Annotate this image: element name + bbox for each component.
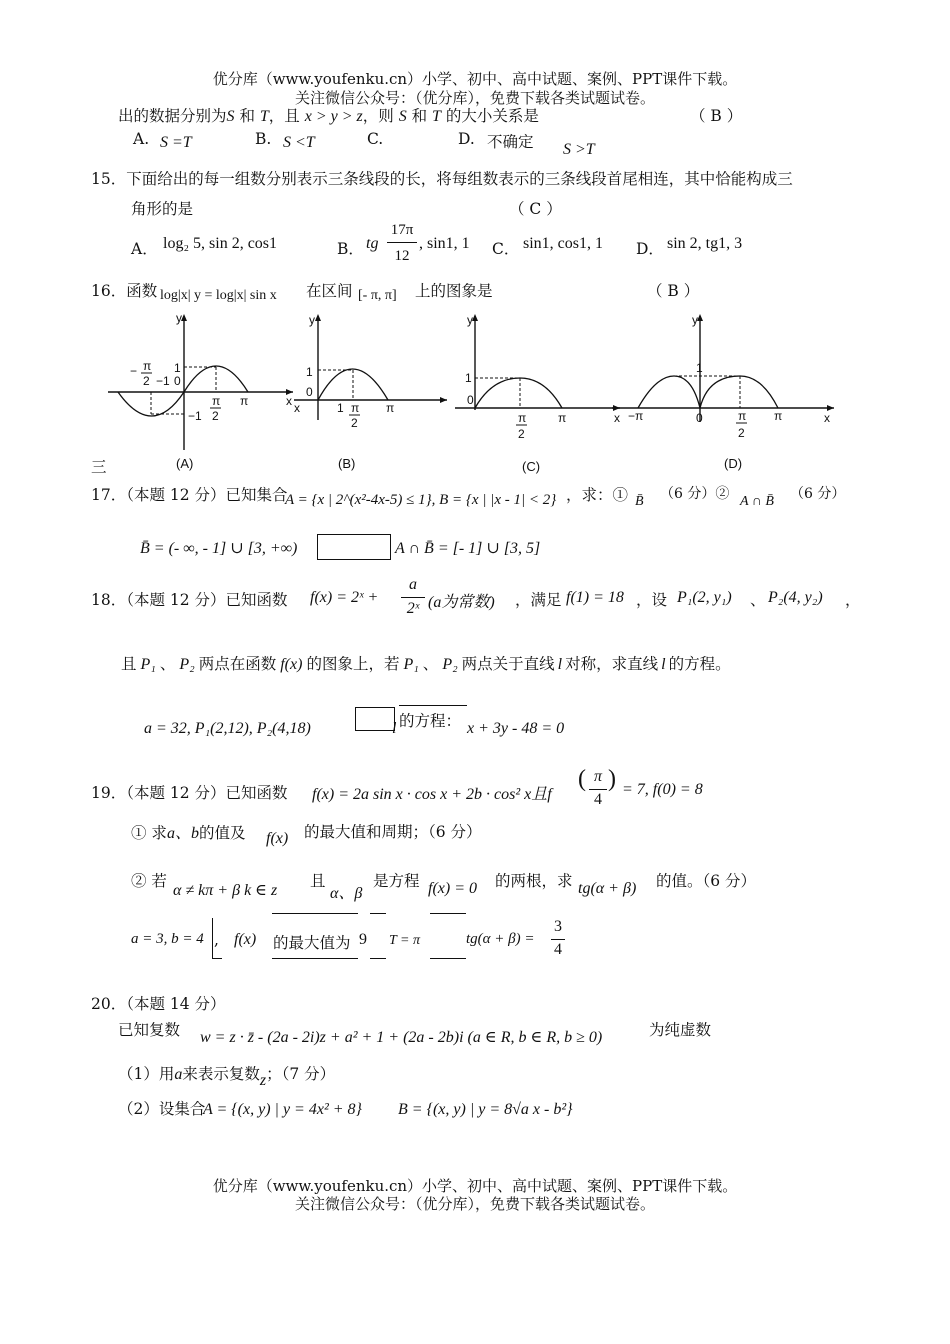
svg-text:π: π: [386, 401, 395, 415]
q15-option-d: sin 2, tg1, 3: [667, 235, 743, 252]
q15-option-b-label: B．: [337, 240, 364, 258]
q17-ask-1: B̄: [635, 494, 644, 509]
q18-constant-note: (a为常数): [428, 594, 495, 611]
q17-blank-box: [317, 534, 391, 560]
q18-answer-equation: x + 3y - 48 = 0: [467, 720, 565, 737]
q15-option-b-rest: , sin1, 1: [419, 235, 470, 252]
svg-text:0: 0: [696, 411, 703, 425]
q19-answer-max-value: 9: [359, 931, 367, 948]
q19-answer-comma: ,: [214, 931, 219, 949]
q16-label-c: (C): [522, 459, 541, 474]
q16-label-b: (B): [338, 456, 356, 471]
q17-answer-2: A ∩ B̄ = [- 1] ∪ [3, 5]: [395, 540, 541, 557]
q19-answer-numerator: 3: [554, 918, 562, 935]
q15-stem-1: 15．下面给出的每一组数分别表示三条线段的长，将每组数表示的三条线段首尾相连，其中恰能构成三: [91, 170, 793, 188]
svg-text:−: −: [130, 364, 138, 378]
q19-answer-underline-2: [370, 958, 386, 959]
q19-answer-overline-3: [430, 913, 466, 914]
q20-title: 20．（本题 14 分）: [91, 995, 226, 1013]
svg-text:−1: −1: [188, 409, 202, 423]
svg-text:π: π: [351, 401, 360, 415]
q18-point-2: P₂(4, y₂): [768, 589, 823, 606]
svg-text:2: 2: [518, 427, 525, 441]
svg-text:π: π: [143, 359, 152, 373]
q15-option-b-fraction-bar: [387, 242, 417, 243]
header-line-2: 关注微信公众号：（优分库），免费下载各类试题试卷。: [294, 89, 655, 107]
svg-text:2: 2: [738, 426, 745, 440]
q20-set-b: B = {(x, y) | y = 8√a x - b²}: [398, 1101, 573, 1118]
svg-text:1: 1: [465, 371, 472, 385]
q15-option-b-numerator: 17π: [390, 222, 414, 238]
q19-part-2-is-root: 是方程: [373, 872, 420, 890]
q18-answer-overline: [399, 705, 467, 706]
q16-function: log|x| y = log|x| sin x: [160, 288, 277, 303]
q19-answer-max-label: 的最大值为: [273, 934, 351, 952]
svg-text:1: 1: [696, 361, 703, 375]
q14-option-b: S <T: [283, 134, 315, 151]
q19-fraction-bar: [589, 789, 607, 790]
q14-option-a-label: A.: [133, 130, 150, 148]
q20-pure-imaginary: 为纯虚数: [649, 1021, 712, 1039]
svg-text:y: y: [692, 313, 698, 327]
q17-score-2: （6 分）: [790, 486, 846, 502]
svg-text:1: 1: [306, 365, 313, 379]
q19-part-1-tail: 的最大值和周期；（6 分）: [304, 823, 482, 841]
q19-part-2-tg: tg(α + β): [578, 880, 637, 897]
q18-fraction-numerator: a: [409, 576, 417, 593]
q14-option-d-label: D.: [458, 130, 475, 148]
q17-answer-1: B̄ = (- ∞, - 1] ∪ [3, +∞): [140, 540, 298, 557]
svg-text:π: π: [738, 409, 747, 423]
q16-number: 16．函数: [91, 282, 158, 300]
q14-option-c: S >T: [563, 141, 595, 158]
footer-line-1: 优分库（www.youfenku.cn）小学、初中、高中试题、案例、PPT课件下载。: [212, 1177, 738, 1195]
q19-part-2-find: 的两根，求: [495, 872, 573, 890]
q20-known: 已知复数: [118, 1021, 181, 1039]
q18-stem: 18．（本题 12 分）已知函数: [91, 591, 288, 609]
q19-answer-overline-2: [370, 913, 386, 914]
q17-stem: 17．（本题 12 分）已知集合: [91, 486, 288, 504]
q16-graph-d: [612, 310, 842, 445]
q18-set: ，设: [636, 591, 668, 609]
q19-function: f(x) = 2a sin x · cos x + 2b · cos² x且f: [312, 786, 552, 803]
q19-part-2-equation: f(x) = 0: [428, 880, 477, 897]
q16-graph-a: [108, 310, 298, 460]
svg-text:x: x: [614, 411, 620, 425]
q14-option-b-label: B.: [255, 130, 272, 148]
q18-fraction-denominator: 2ˣ: [406, 600, 420, 617]
q16-graph-c: [455, 310, 625, 450]
q19-part-2-tail: 的值。（6 分）: [656, 872, 757, 890]
q18-answer: a = 32, P₁(2,12), P₂(4,18): [144, 720, 311, 737]
q17-sets: A = {x | 2^(x²-4x-5) ≤ 1}, B = {x | |x - 1| < 2}: [285, 492, 557, 508]
q14-answer: （ B ）: [690, 107, 743, 125]
q19-part-2-and: 且: [310, 872, 326, 890]
svg-text:1: 1: [174, 361, 181, 375]
q18-point-1: P₁(2, y₁): [677, 589, 732, 606]
q19-answer-fx: f(x): [234, 931, 257, 948]
svg-text:2: 2: [143, 374, 150, 388]
q20-complex-expression: w = z · z̄ - (2a - 2i)z + a² + 1 + (2a - 2b)i (a ∈ R, b ∈ R, b ≥ 0): [200, 1029, 603, 1046]
q19-left-paren: (: [578, 766, 586, 792]
q19-part-1: ① 求a、b的值及: [131, 824, 246, 842]
svg-text:−π: −π: [628, 409, 644, 423]
q18-answer-mid: 的方程：: [399, 712, 462, 730]
svg-text:1: 1: [337, 401, 344, 415]
q15-stem-2: 角形的是: [131, 200, 194, 218]
q19-condition: = 7, f(0) = 8: [622, 781, 703, 798]
q20-part-1: （1）用a来表示复数z；（7 分）: [118, 1065, 336, 1089]
q14-option-d: 不确定: [487, 133, 534, 151]
q19-answer-ab: a = 3, b = 4: [131, 931, 204, 947]
q19-right-paren: ): [608, 766, 616, 792]
svg-text:y: y: [176, 311, 182, 325]
q17-ask-2: A ∩ B̄: [740, 494, 774, 509]
q15-option-c: sin1, cos1, 1: [523, 235, 603, 252]
q15-option-a-label: A．: [131, 240, 158, 258]
q18-condition-eq: f(1) = 18: [566, 589, 624, 606]
q19-answer-bracket-foot: [212, 958, 222, 959]
q19-answer-overline: [272, 913, 358, 914]
q16-graph-b: [282, 310, 452, 440]
q20-set-a: A = {(x, y) | y = 4x² + 8}: [203, 1101, 362, 1118]
q19-answer-bracket: [212, 918, 213, 958]
q18-comma: ，: [845, 591, 861, 609]
q19-answer-underline: [272, 958, 358, 959]
q18-condition: ，满足: [515, 591, 562, 609]
q15-option-a: log₂ 5, sin 2, cos1: [163, 235, 278, 252]
q16-label-d: (D): [724, 456, 743, 471]
q16-label-a: (A): [176, 456, 194, 471]
q16-answer: （ B ）: [647, 282, 700, 300]
footer-line-2: 关注微信公众号：（优分库），免费下载各类试题试卷。: [294, 1195, 655, 1213]
q19-part-1-fx: f(x): [266, 830, 289, 847]
q19-answer-denominator: 4: [554, 941, 562, 958]
svg-text:y: y: [467, 313, 473, 327]
q19-answer-period: T = π: [389, 933, 420, 948]
q16-interval: [- π, π]: [358, 288, 397, 303]
q19-fraction-numerator: π: [593, 768, 602, 785]
svg-text:2: 2: [212, 409, 219, 423]
q14-continuation: 出的数据分别为S 和 T，且 x > y > z，则 S 和 T 的大小关系是: [118, 107, 539, 125]
q19-part-2-start: ② 若: [131, 872, 167, 890]
header-line-1: 优分库（www.youfenku.cn）小学、初中、高中试题、案例、PPT课件下载。: [212, 70, 738, 88]
svg-text:π: π: [518, 411, 527, 425]
svg-text:π: π: [212, 394, 221, 408]
svg-text:0: 0: [174, 374, 181, 388]
svg-text:x: x: [294, 401, 300, 415]
svg-text:π: π: [774, 409, 783, 423]
svg-text:x: x: [286, 394, 292, 408]
q18-answer-box: [355, 707, 395, 731]
q19-part-2-alpha-beta: α、β: [330, 885, 363, 902]
q19-answer-underline-3: [430, 958, 466, 959]
q18-separator: 、: [750, 591, 766, 609]
q17-score-1: （6 分）②: [660, 486, 730, 502]
q20-part-2: （2）设集合: [118, 1100, 206, 1118]
q18-function: f(x) = 2ˣ +: [310, 589, 379, 606]
q19-part-2-condition: α ≠ kπ + β k ∈ z: [173, 882, 278, 899]
svg-text:y: y: [309, 313, 315, 327]
svg-text:0: 0: [306, 385, 313, 399]
svg-text:π: π: [558, 411, 567, 425]
q19-stem: 19．（本题 12 分）已知函数: [91, 784, 288, 802]
q18-line2: 且 P₁ 、 P₂ 两点在函数 f(x) 的图象上，若 P₁ 、 P₂ 两点关于直线 l 对称，求直线 l 的方程。: [121, 655, 731, 673]
q15-option-c-label: C．: [492, 240, 520, 258]
q14-option-c-label: C.: [367, 130, 384, 148]
q17-ask: ，求：①: [566, 486, 629, 504]
q15-answer: （ C ）: [509, 200, 562, 218]
q16-tail: 上的图象是: [415, 282, 493, 300]
svg-text:0: 0: [467, 393, 474, 407]
q19-fraction-denominator: 4: [594, 791, 602, 808]
q16-in-interval: 在区间: [306, 282, 353, 300]
svg-text:2: 2: [351, 416, 358, 430]
q19-answer-tg: tg(α + β) =: [466, 931, 535, 947]
svg-text:π: π: [240, 394, 249, 408]
svg-text:x: x: [824, 411, 830, 425]
q18-answer-l: l: [392, 720, 397, 737]
q15-option-b-tg: tg: [366, 235, 379, 252]
q19-answer-fraction-bar: [551, 939, 565, 940]
q15-option-d-label: D．: [636, 240, 664, 258]
section-three-heading: 三: [91, 458, 107, 476]
q14-option-a: S =T: [160, 134, 192, 151]
q18-fraction-bar: [401, 597, 425, 598]
q15-option-b-denominator: 12: [394, 248, 410, 264]
svg-text:−1: −1: [156, 374, 170, 388]
